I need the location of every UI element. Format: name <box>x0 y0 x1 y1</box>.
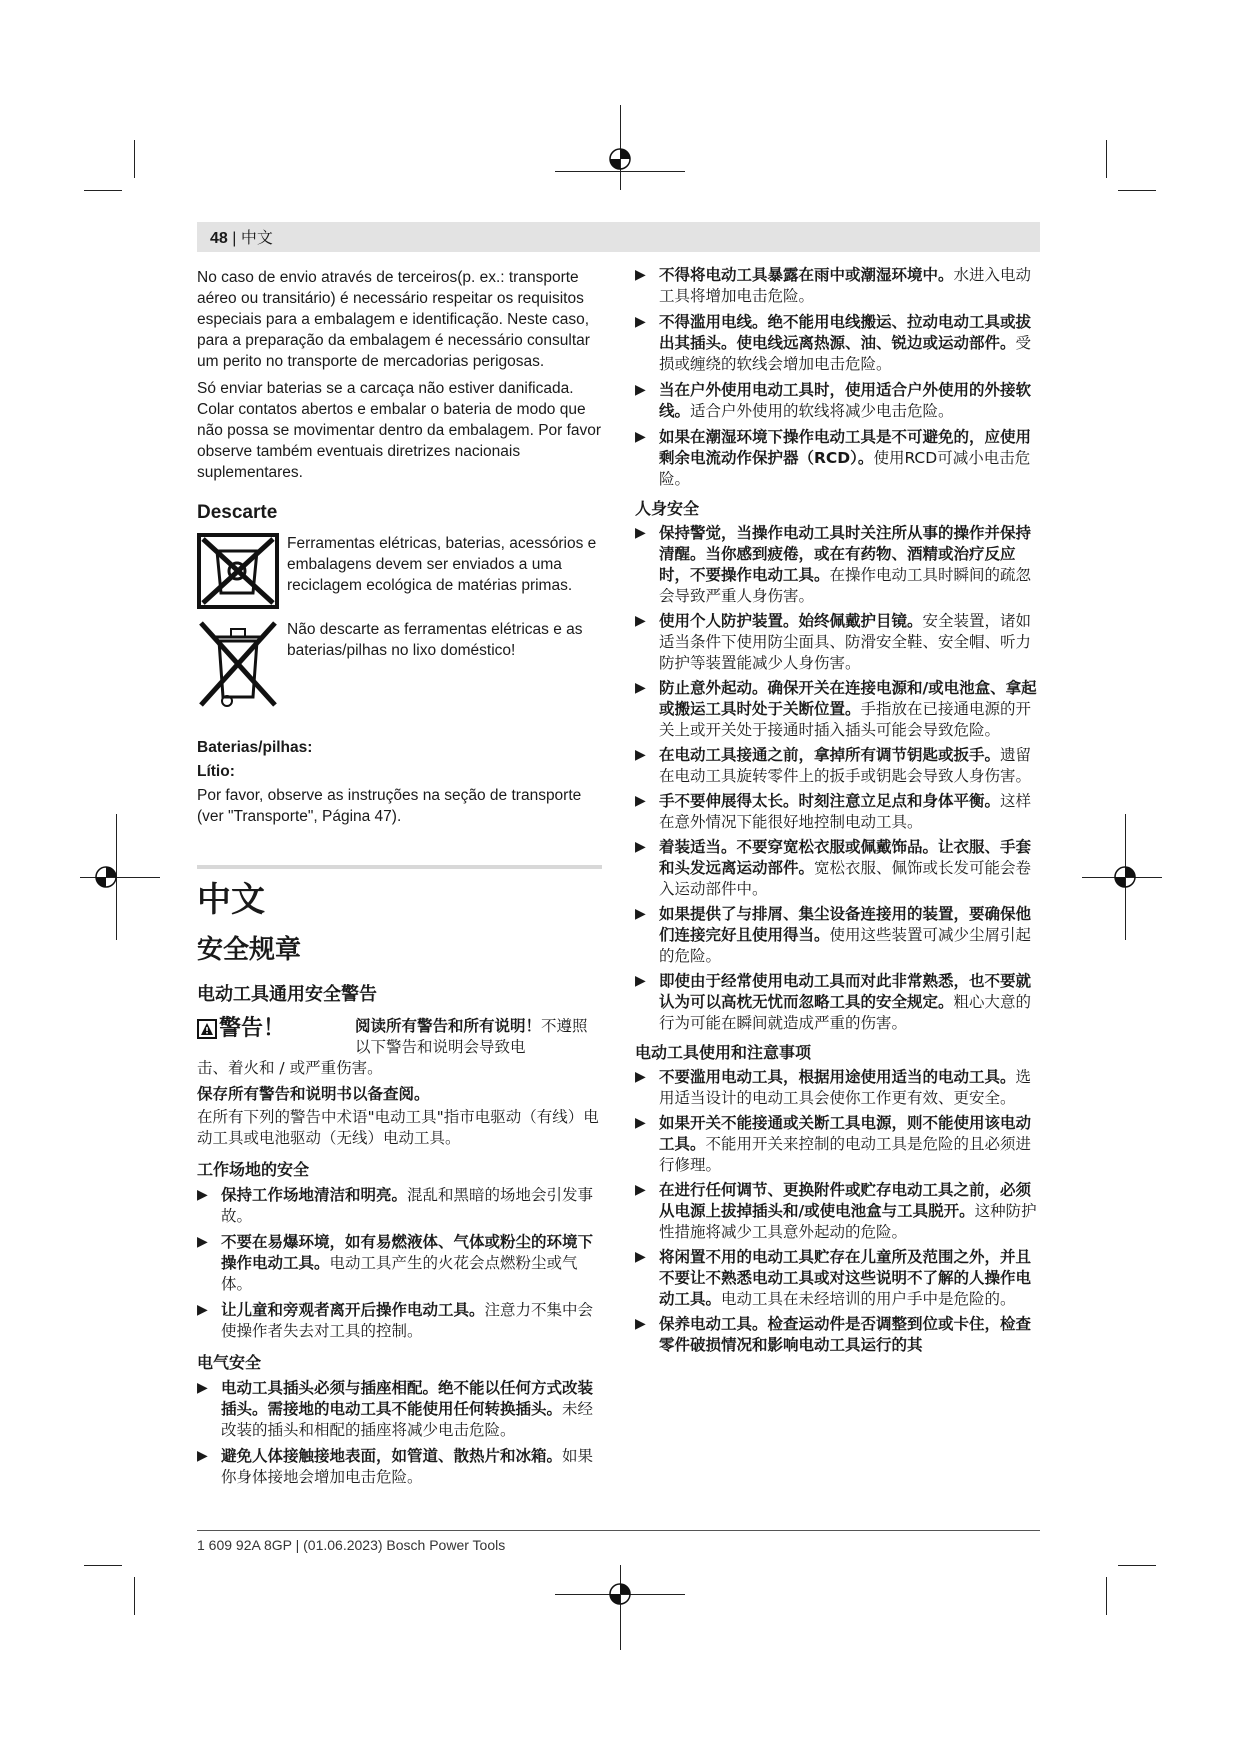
list-item <box>635 312 1040 375</box>
right-column <box>635 265 1040 1356</box>
personal-safety-heading: 人身安全 <box>635 499 700 518</box>
list-item-bold: 防止意外起动。确保开关在连接电源和/或电池盒、拿起或搬运工具时处于关断位置。 <box>659 679 1037 718</box>
registration-mark-icon <box>606 1580 634 1608</box>
bullet-triangle-icon: ▶ <box>635 1249 646 1265</box>
list-item <box>635 427 1040 490</box>
list-item-text: 不能用开关来控制的电动工具是危险的且必须进行修理。 <box>659 1135 1032 1174</box>
footer-rule <box>197 1530 1040 1531</box>
page-header-bar <box>197 222 1040 252</box>
list-item <box>635 380 1040 422</box>
list-item-bold: 避免人体接触接地表面，如管道、散热片和冰箱。 <box>221 1447 563 1465</box>
list-item <box>635 523 1040 607</box>
list-item-text: 水进入电动工具将增加电击危险。 <box>659 266 1032 305</box>
battery-shipping-paragraph: Só enviar baterias se a carcaça não estiver danificada. Colar contatos abertos e embalar o bateria de modo que não possa se movimentar dentro da embalagem. Por favor observe também eventuais diretrizes nacionais suplementares. <box>197 380 602 481</box>
list-item-text: 这样在意外情况下能很好地控制电动工具。 <box>659 792 1032 831</box>
crossed-out-bin-icon <box>197 619 279 709</box>
bullet-triangle-icon: ▶ <box>635 680 646 696</box>
bullet-triangle-icon: ▶ <box>635 747 646 763</box>
list-item <box>635 1247 1040 1310</box>
bullet-triangle-icon: ▶ <box>635 1182 646 1198</box>
list-item <box>635 904 1040 967</box>
list-item-text: 如果你身体接地会增加电击危险。 <box>221 1447 594 1486</box>
keep-instructions-bold: 保存所有警告和说明书以备查阅。 <box>197 1085 430 1103</box>
list-item-text: 使用RCD可减小电击危险。 <box>659 449 1031 488</box>
bullet-triangle-icon: ▶ <box>635 1316 646 1332</box>
header-separator: | <box>232 230 237 247</box>
baterias-heading: Baterias/pilhas: <box>197 739 313 756</box>
list-item-bold: 保持工作场地清洁和明亮。 <box>221 1186 408 1204</box>
list-item-text: 电动工具产生的火花会点燃粉尘或气体。 <box>221 1254 578 1293</box>
personal-safety-list <box>635 523 1040 1034</box>
keep-instructions-text <box>197 1084 602 1105</box>
list-item-bold: 不要滥用电动工具，根据用途使用适当的电动工具。 <box>659 1068 1016 1086</box>
bullet-triangle-icon: ▶ <box>635 839 646 855</box>
warning-block <box>197 1016 602 1078</box>
list-item-text: 注意力不集中会使操作者失去对工具的控制。 <box>221 1301 594 1340</box>
list-item-text: 这种防护性措施将减少工具意外起动的危险。 <box>659 1202 1037 1241</box>
bullet-triangle-icon: ▶ <box>635 267 646 283</box>
list-item-bold: 保持警觉，当操作电动工具时关注所从事的操作并保持清醒。当你感到疲倦，或在有药物、酒精或治疗反应时，不要操作电动工具。 <box>659 524 1032 584</box>
list-item <box>635 837 1040 900</box>
bullet-triangle-icon: ▶ <box>635 382 646 398</box>
warning-label-text: 警告！ <box>219 1016 286 1041</box>
warning-consequence-text: 击、着火和 / 或严重伤害。 <box>197 1059 383 1077</box>
warning-label <box>197 1016 285 1042</box>
warning-read-rest: 不遵照以下警告和说明会导致电 <box>355 1017 588 1056</box>
list-item-text: 电动工具在未经培训的用户手中是危险的。 <box>721 1290 1016 1308</box>
registration-mark-icon <box>606 145 634 173</box>
descarte-text-1: Ferramentas elétricas, baterias, acessórios e embalagens devem ser enviados a uma reciclagem ecológica de matérias primas. <box>287 535 597 594</box>
warning-triangle-icon <box>197 1019 217 1039</box>
list-item-bold: 在电动工具接通之前，拿掉所有调节钥匙或扳手。 <box>659 746 1001 764</box>
list-item-bold: 使用个人防护装置。始终佩戴护目镜。 <box>659 612 923 630</box>
list-item-text: 安全装置，诸如适当条件下使用防尘面具、防滑安全鞋、安全帽、听力防护等装置能减少人身伤害。 <box>659 612 1032 672</box>
registration-mark-icon <box>92 863 120 891</box>
list-item-bold: 保养电动工具。检查运动件是否调整到位或卡住，检查零件破损情况和影响电动工具运行的其 <box>659 1315 1032 1354</box>
list-item-bold: 不要在易爆环境，如有易燃液体、气体或粉尘的环境下操作电动工具。 <box>221 1233 594 1272</box>
tool-use-heading: 电动工具使用和注意事项 <box>635 1043 812 1062</box>
bullet-triangle-icon: ▶ <box>635 429 646 445</box>
list-item-bold: 如果在潮湿环境下操作电动工具是不可避免的，应使用剩余电流动作保护器（RCD）。 <box>659 428 1032 467</box>
list-item-text: 适合户外使用的软线将减少电击危险。 <box>690 402 954 420</box>
list-item <box>197 1232 602 1295</box>
list-item-bold: 如果开关不能接通或关断工具电源，则不能使用该电动工具。 <box>659 1114 1032 1153</box>
list-item <box>635 745 1040 787</box>
list-item <box>635 611 1040 674</box>
list-item-text: 宽松衣服、佩饰或长发可能会卷入运动部件中。 <box>659 859 1032 898</box>
bullet-triangle-icon: ▶ <box>197 1302 208 1318</box>
list-item-text: 未经改装的插头和相配的插座将减少电击危险。 <box>221 1400 594 1439</box>
litio-heading: Lítio: <box>197 763 235 780</box>
page-header <box>210 228 273 249</box>
tool-use-list <box>635 1067 1040 1356</box>
list-item <box>197 1300 602 1342</box>
list-item-bold: 在进行任何调节、更换附件或贮存电动工具之前，必须从电源上拔掉插头和/或使电池盒与工具脱开。 <box>659 1181 1032 1220</box>
electrical-list <box>197 1378 602 1488</box>
descarte-text-2: Não descarte as ferramentas elétricas e as baterias/pilhas no lixo doméstico! <box>287 621 583 659</box>
list-item-text: 手指放在已接通电源的开关上或开关处于接通时插入插头可能会导致危险。 <box>659 700 1032 739</box>
term-definition-text: 在所有下列的警告中术语"电动工具"指市电驱动（有线）电动工具或电池驱动（无线）电动工具。 <box>197 1108 599 1147</box>
bullet-triangle-icon: ▶ <box>635 973 646 989</box>
list-item-bold: 即使由于经常使用电动工具而对此非常熟悉，也不要就认为可以高枕无忧而忽略工具的安全规定。 <box>659 972 1032 1011</box>
bullet-triangle-icon: ▶ <box>635 1115 646 1131</box>
list-item-bold: 让儿童和旁观者离开后操作电动工具。 <box>221 1301 485 1319</box>
work-area-list <box>197 1185 602 1342</box>
list-item <box>635 265 1040 307</box>
list-item-text: 使用这些装置可减少尘屑引起的危险。 <box>659 926 1032 965</box>
registration-mark-icon <box>1111 863 1139 891</box>
safety-rules-title: 安全规章 <box>197 935 302 965</box>
bullet-triangle-icon: ▶ <box>635 525 646 541</box>
disposal-block-1 <box>197 533 602 611</box>
list-item <box>197 1378 602 1441</box>
bullet-triangle-icon: ▶ <box>635 793 646 809</box>
section-divider <box>197 865 602 869</box>
warning-read-text <box>355 1016 602 1058</box>
no-mixed-waste-icon <box>197 533 279 609</box>
list-item <box>197 1185 602 1227</box>
list-item <box>635 1067 1040 1109</box>
list-item <box>635 1113 1040 1176</box>
list-item <box>197 1446 602 1488</box>
list-item <box>635 678 1040 741</box>
header-language: 中文 <box>240 228 273 247</box>
list-item-text: 粗心大意的行为可能在瞬间就造成严重的伤害。 <box>659 993 1032 1032</box>
list-item-bold: 如果提供了与排屑、集尘设备连接用的装置，要确保他们连接完好且使用得当。 <box>659 905 1032 944</box>
list-item-bold: 手不要伸展得太长。时刻注意立足点和身体平衡。 <box>659 792 1001 810</box>
bullet-triangle-icon: ▶ <box>635 314 646 330</box>
list-item-bold: 不得将电动工具暴露在雨中或潮湿环境中。 <box>659 266 954 284</box>
list-item <box>635 971 1040 1034</box>
zh-title: 中文 <box>197 880 265 920</box>
list-item-bold: 电动工具插头必须与插座相配。绝不能以任何方式改装插头。需接地的电动工具不能使用任何转换插头。 <box>221 1379 594 1418</box>
list-item-text: 在操作电动工具时瞬间的疏忽会导致严重人身伤害。 <box>659 566 1032 605</box>
bullet-triangle-icon: ▶ <box>197 1234 208 1250</box>
page-number: 48 <box>210 230 228 247</box>
bullet-triangle-icon: ▶ <box>197 1448 208 1464</box>
list-item-bold: 当在户外使用电动工具时，使用适合户外使用的外接软线。 <box>659 381 1032 420</box>
descarte-heading: Descarte <box>197 502 278 523</box>
left-column <box>197 267 602 827</box>
list-item-text: 混乱和黑暗的场地会引发事故。 <box>221 1186 594 1225</box>
list-item-bold: 不得滥用电线。绝不能用电线搬运、拉动电动工具或拔出其插头。使电线远离热源、油、锐边或运动部件。 <box>659 313 1032 352</box>
bullet-triangle-icon: ▶ <box>197 1380 208 1396</box>
warning-read-bold: 阅读所有警告和所有说明！ <box>355 1017 542 1035</box>
transport-paragraph: No caso de envio através de terceiros(p. ex.: transporte aéreo ou transitário) é necessário respeitar os requisitos especiais para a embalagem e identificação. Neste caso, para a preparação da embalagem é necessário consultar um perito no transporte de mercadorias perigosas. <box>197 269 590 370</box>
list-item-text: 受损或缠绕的软线会增加电击危险。 <box>659 334 1032 373</box>
electrical-safety-heading: 电气安全 <box>197 1353 262 1372</box>
left-column-zh <box>197 880 602 1488</box>
page-footer: 1 609 92A 8GP | (01.06.2023) Bosch Power Tools <box>197 1537 506 1553</box>
list-item <box>635 1180 1040 1243</box>
litio-text: Por favor, observe as instruções na seção de transporte (ver "Transporte", Página 47). <box>197 787 582 825</box>
bullet-triangle-icon: ▶ <box>635 613 646 629</box>
bullet-triangle-icon: ▶ <box>635 1069 646 1085</box>
work-area-heading: 工作场地的安全 <box>197 1160 310 1179</box>
list-item-text: 选用适当设计的电动工具会使你工作更有效、更安全。 <box>659 1068 1032 1107</box>
bullet-triangle-icon: ▶ <box>197 1187 208 1203</box>
list-item-bold: 将闲置不用的电动工具贮存在儿童所及范围之外，并且不要让不熟悉电动工具或对这些说明不了解的人操作电动工具。 <box>659 1248 1032 1308</box>
electrical-list-continued <box>635 265 1040 490</box>
general-warning-heading: 电动工具通用安全警告 <box>197 984 377 1005</box>
list-item <box>635 791 1040 833</box>
list-item-bold: 着装适当。不要穿宽松衣服或佩戴饰品。让衣服、手套和头发远离运动部件。 <box>659 838 1032 877</box>
list-item <box>635 1314 1040 1356</box>
disposal-block-2 <box>197 619 602 711</box>
bullet-triangle-icon: ▶ <box>635 906 646 922</box>
list-item-text: 遗留在电动工具旋转零件上的扳手或钥匙会导致人身伤害。 <box>659 746 1032 785</box>
